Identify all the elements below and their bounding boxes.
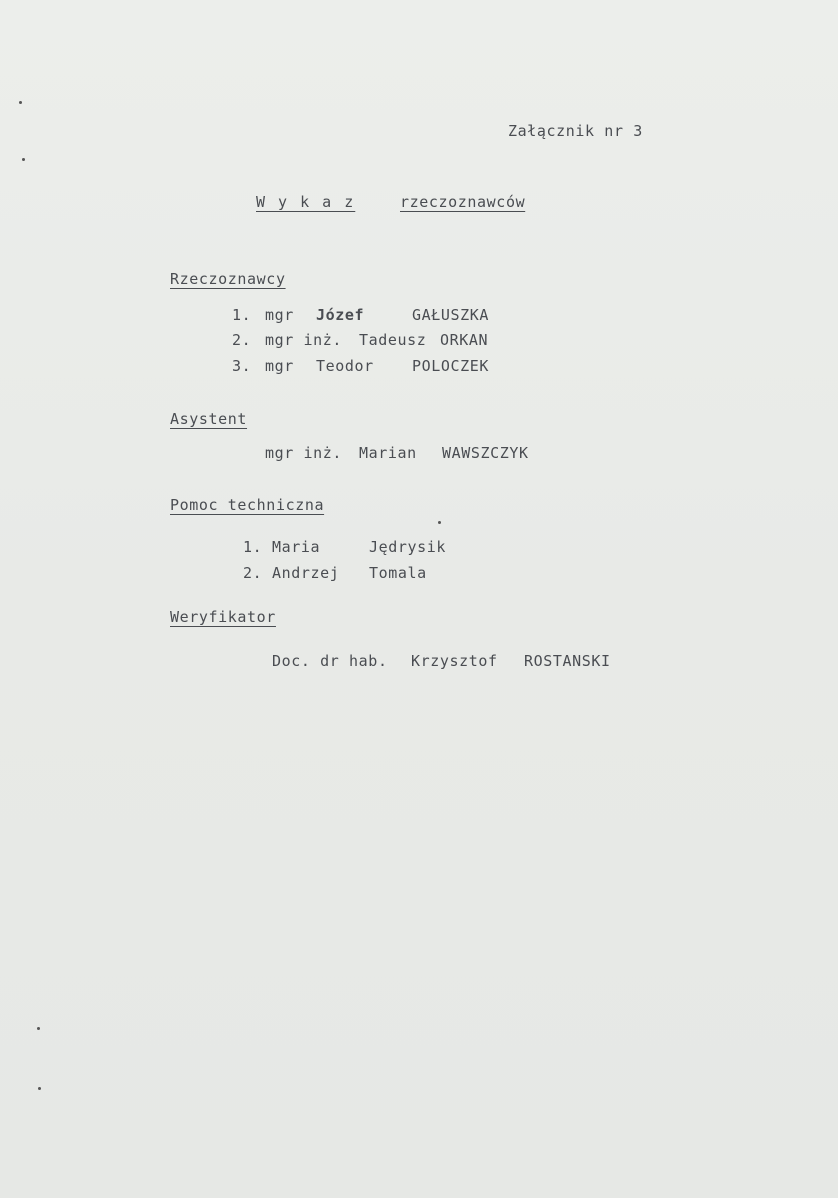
assistant-first: Marian — [359, 444, 417, 462]
expert-2-title: mgr inż. — [265, 331, 343, 349]
margin-speck — [37, 1027, 40, 1030]
margin-speck — [19, 101, 22, 104]
tech-2-first: Andrzej — [272, 564, 340, 582]
expert-2-num: 2. — [232, 331, 252, 349]
verifier-first: Krzysztof — [411, 652, 498, 670]
expert-3-first: Teodor — [316, 357, 374, 375]
expert-3-title: mgr — [265, 357, 294, 375]
tech-1-num: 1. — [243, 538, 263, 556]
expert-1-num: 1. — [232, 306, 252, 324]
expert-1-last: GAŁUSZKA — [412, 306, 490, 324]
document-title-part2: rzeczoznawców — [400, 193, 526, 211]
section-heading-experts: Rzeczoznawcy — [170, 270, 286, 288]
annex-label: Załącznik nr 3 — [508, 122, 643, 140]
assistant-last: WAWSZCZYK — [442, 444, 529, 462]
margin-speck — [38, 1087, 41, 1090]
tech-2-last: Tomala — [369, 564, 427, 582]
tech-2-num: 2. — [243, 564, 263, 582]
tech-1-last: Jędrysik — [369, 538, 447, 556]
margin-speck — [22, 158, 25, 161]
verifier-title: Doc. dr hab. — [272, 652, 388, 670]
expert-2-last: ORKAN — [440, 331, 489, 349]
assistant-title: mgr inż. — [265, 444, 343, 462]
section-heading-verifier: Weryfikator — [170, 608, 276, 626]
verifier-last: ROSTANSKI — [524, 652, 611, 670]
document-title-part1: W y k a z — [256, 193, 356, 211]
tech-1-first: Maria — [272, 538, 321, 556]
section-heading-assistant: Asystent — [170, 410, 248, 428]
margin-speck — [438, 521, 441, 524]
expert-1-first: Józef — [316, 306, 365, 324]
expert-2-first: Tadeusz — [359, 331, 427, 349]
section-heading-tech: Pomoc techniczna — [170, 496, 325, 514]
expert-3-num: 3. — [232, 357, 252, 375]
expert-3-last: POLOCZEK — [412, 357, 490, 375]
expert-1-title: mgr — [265, 306, 294, 324]
